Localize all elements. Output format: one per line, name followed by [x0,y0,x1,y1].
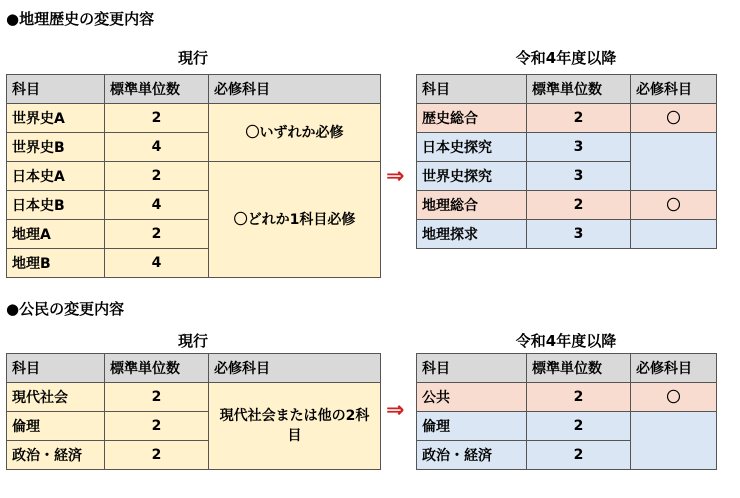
subject-cell: 世界史B [7,133,105,162]
new-caption-1: 令和4年度以降 [515,49,617,67]
required-mark [631,220,717,249]
new-table-1 [416,74,717,249]
header-units: 標準単位数 [105,354,209,383]
subject-cell: 世界史探究 [417,162,527,191]
required-mark: 〇 [631,191,717,220]
required-mark: 〇 [631,383,717,412]
arrow-icon: ⇒ [386,164,405,189]
subject-cell: 地理探求 [417,220,527,249]
units-cell: 2 [527,441,631,470]
units-cell: 2 [105,162,209,191]
section2-heading: ●公民の変更内容 [6,300,125,318]
subject-cell: 公共 [417,383,527,412]
subject-cell: 倫理 [417,412,527,441]
header-subject: 科目 [417,75,527,104]
header-subject: 科目 [7,75,105,104]
header-required: 必修科目 [631,354,717,383]
header-required: 必修科目 [631,75,717,104]
units-cell: 2 [105,383,209,412]
units-cell: 4 [105,249,209,278]
table-row [7,104,381,133]
table-row [417,133,717,162]
required-mark: 〇 [631,104,717,133]
subject-cell: 政治・経済 [417,441,527,470]
units-cell: 2 [105,412,209,441]
table-row [417,104,717,133]
arrow-icon: ⇒ [386,398,405,423]
required-mark [631,412,717,470]
subject-cell: 歴史総合 [417,104,527,133]
subject-cell: 地理総合 [417,191,527,220]
new-caption-2: 令和4年度以降 [515,332,617,350]
header-subject: 科目 [417,354,527,383]
subject-cell: 日本史探究 [417,133,527,162]
header-subject: 科目 [7,354,105,383]
units-cell: 2 [527,104,631,133]
current-table-1 [6,74,381,278]
units-cell: 4 [105,133,209,162]
subject-cell: 現代社会 [7,383,105,412]
subject-cell: 日本史B [7,191,105,220]
header-required: 必修科目 [209,354,381,383]
table-row [417,412,717,441]
table-row [417,220,717,249]
units-cell: 3 [527,133,631,162]
units-cell: 2 [105,441,209,470]
table-row [7,383,381,412]
units-cell: 4 [105,191,209,220]
subject-cell: 倫理 [7,412,105,441]
required-cell: 現代社会または他の2科目 [209,383,381,470]
table-row [417,191,717,220]
units-cell: 2 [105,104,209,133]
current-table-2 [6,353,381,470]
header-units: 標準単位数 [105,75,209,104]
units-cell: 2 [527,383,631,412]
current-caption-2: 現行 [177,332,208,350]
required-mark [631,133,717,191]
header-units: 標準単位数 [527,354,631,383]
current-caption-1: 現行 [177,49,208,67]
new-table-2 [416,353,717,470]
table-row [417,383,717,412]
required-cell: 〇いずれか必修 [209,104,381,162]
header-units: 標準単位数 [527,75,631,104]
units-cell: 3 [527,220,631,249]
subject-cell: 世界史A [7,104,105,133]
section1-heading: ●地理歴史の変更内容 [6,10,155,28]
subject-cell: 日本史A [7,162,105,191]
subject-cell: 政治・経済 [7,441,105,470]
units-cell: 2 [105,220,209,249]
subject-cell: 地理B [7,249,105,278]
subject-cell: 地理A [7,220,105,249]
units-cell: 3 [527,162,631,191]
required-cell: 〇どれか1科目必修 [209,162,381,278]
units-cell: 2 [527,191,631,220]
units-cell: 2 [527,412,631,441]
header-required: 必修科目 [209,75,381,104]
table-row [7,162,381,191]
